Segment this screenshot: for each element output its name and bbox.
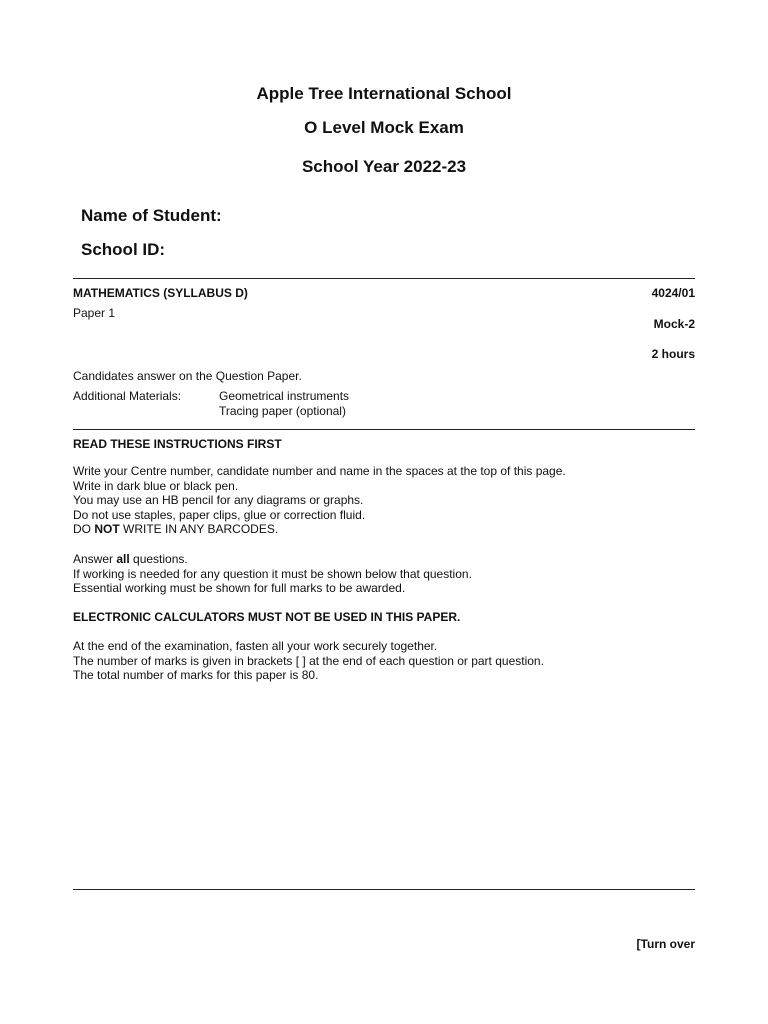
instruction-line-barcode: DO NOT WRITE IN ANY BARCODES. — [73, 522, 279, 536]
student-name-label: Name of Student: — [81, 206, 222, 225]
school-id-label: School ID: — [81, 240, 166, 259]
exam-title: O Level Mock Exam — [304, 118, 464, 137]
materials-list — [219, 389, 349, 418]
calculator-warning: ELECTRONIC CALCULATORS MUST NOT BE USED IN THIS PAPER. — [73, 610, 461, 624]
materials-label: Additional Materials: — [73, 389, 182, 403]
instruction-line: Do not use staples, paper clips, glue or correction fluid. — [73, 507, 366, 522]
paper-code: 4024/01 — [651, 286, 695, 300]
instruction-line: The total number of marks for this paper is 80. — [73, 668, 319, 682]
instruction-line: The number of marks is given in brackets [ ] at the end of each question or part question. — [73, 653, 544, 668]
answer-note: Candidates answer on the Question Paper. — [73, 369, 302, 383]
divider-top — [73, 278, 695, 279]
instruction-line: At the end of the examination, fasten all your work securely together. — [73, 639, 438, 653]
instructions-block-3 — [73, 639, 695, 683]
instruction-line: If working is needed for any question it must be shown below that question. — [73, 566, 472, 581]
instruction-line: You may use an HB pencil for any diagrams or graphs. — [73, 493, 364, 507]
material-item: Tracing paper (optional) — [219, 403, 346, 418]
mock-label: Mock-2 — [653, 317, 695, 331]
school-year: School Year 2022-23 — [301, 157, 467, 176]
instructions-block-1 — [73, 464, 695, 537]
subject-title: MATHEMATICS (SYLLABUS D) — [73, 286, 248, 300]
turn-over: [Turn over — [636, 937, 695, 951]
instructions-heading: READ THESE INSTRUCTIONS FIRST — [73, 437, 282, 451]
instruction-line-answer: Answer all questions. — [73, 552, 188, 566]
instructions-block-2 — [73, 552, 695, 596]
divider-bottom — [73, 889, 695, 890]
divider-middle — [73, 429, 695, 430]
instruction-line: Write in dark blue or black pen. — [73, 478, 239, 493]
material-item: Geometrical instruments — [219, 389, 350, 403]
paper-number: Paper 1 — [73, 306, 116, 320]
duration: 2 hours — [651, 347, 695, 361]
instruction-line: Write your Centre number, candidate number and name in the spaces at the top of this page. — [73, 464, 566, 478]
school-name: Apple Tree International School — [256, 84, 512, 103]
instruction-line: Essential working must be shown for full marks to be awarded. — [73, 581, 406, 595]
